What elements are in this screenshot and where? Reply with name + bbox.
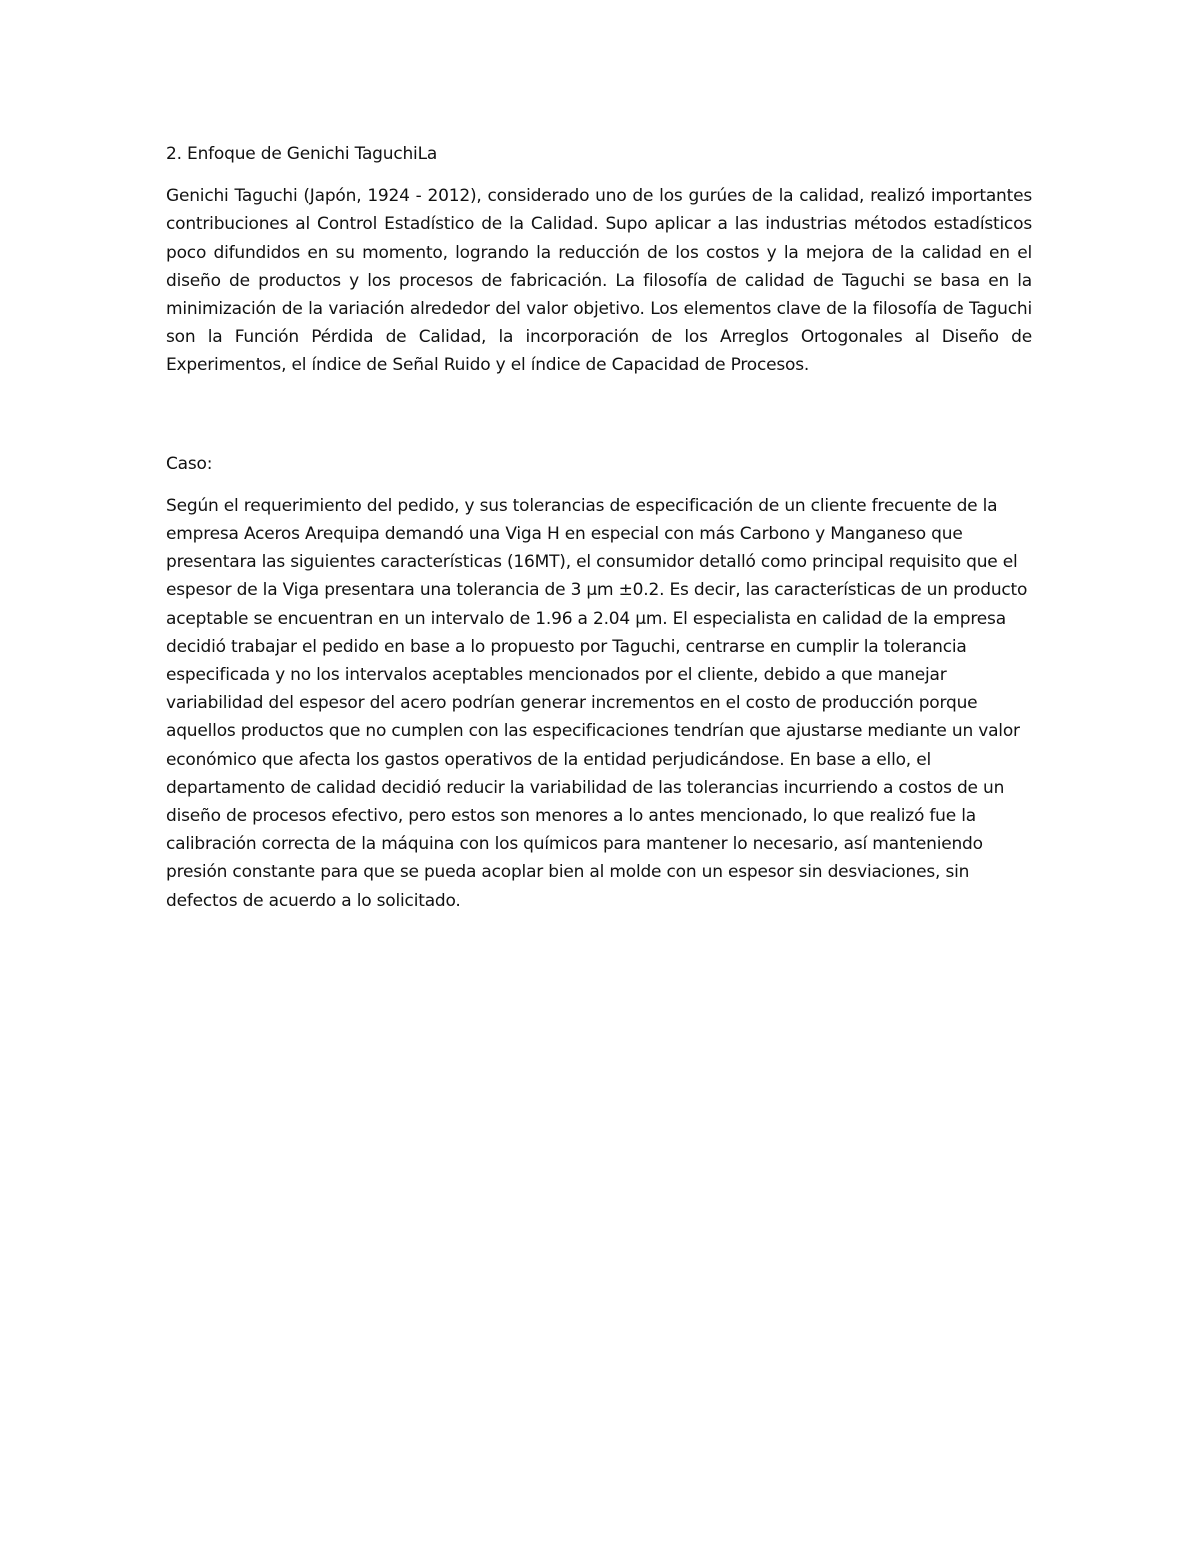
section-heading: 2. Enfoque de Genichi TaguchiLa — [166, 144, 438, 164]
case-label: Caso: — [166, 453, 213, 474]
intro-paragraph: Genichi Taguchi (Japón, 1924 - 2012), considerado uno de los gurúes de la calidad, realizó importantes contribuciones al Control Estadístico de la Calidad. Supo aplicar a las industrias métodos estadísticos poco difundidos en su momento, logrando la reducción de los costos y la mejora de la calidad en el diseño de productos y los procesos de fabricación. La filosofía de calidad de Taguchi se basa en la minimización de la variación alrededor del valor objetivo. Los elementos clave de la filosofía de Taguchi son la Función Pérdida de Calidad, la incorporación de los Arreglos Ortogonales al Diseño de Experimentos, el índice de Señal Ruido y el índice de Capacidad de Procesos. — [166, 186, 1032, 376]
case-paragraph: Según el requerimiento del pedido, y sus tolerancias de especificación de un cliente frecuente de la empresa Aceros Arequipa demandó una Viga H en especial con más Carbono y Manganeso que presentara las siguientes características (16MT), el consumidor detalló como principal requisito que el espesor de la Viga presentara una tolerancia de 3 µm ±0.2. Es decir, las características de un producto aceptable se encuentran en un intervalo de 1.96 a 2.04 µm. El especialista en calidad de la empresa decidió trabajar el pedido en base a lo propuesto por Taguchi, centrarse en cumplir la tolerancia especificada y no los intervalos aceptables mencionados por el cliente, debido a que manejar variabilidad del espesor del acero podrían generar incrementos en el costo de producción porque aquellos productos que no cumplen con las especificaciones tendrían que ajustarse mediante un valor económico que afecta los gastos operativos de la entidad perjudicándose. En base a ello, el departamento de calidad decidió reducir la variabilidad de las tolerancias incurriendo a costos de un diseño de procesos efectivo, pero estos son menores a lo antes mencionado, lo que realizó fue la calibración correcta de la máquina con los químicos para mantener lo necesario, así manteniendo presión constante para que se pueda acoplar bien al molde con un espesor sin desviaciones, sin defectos de acuerdo a lo solicitado. — [166, 495, 1028, 911]
document-body — [166, 140, 1032, 915]
